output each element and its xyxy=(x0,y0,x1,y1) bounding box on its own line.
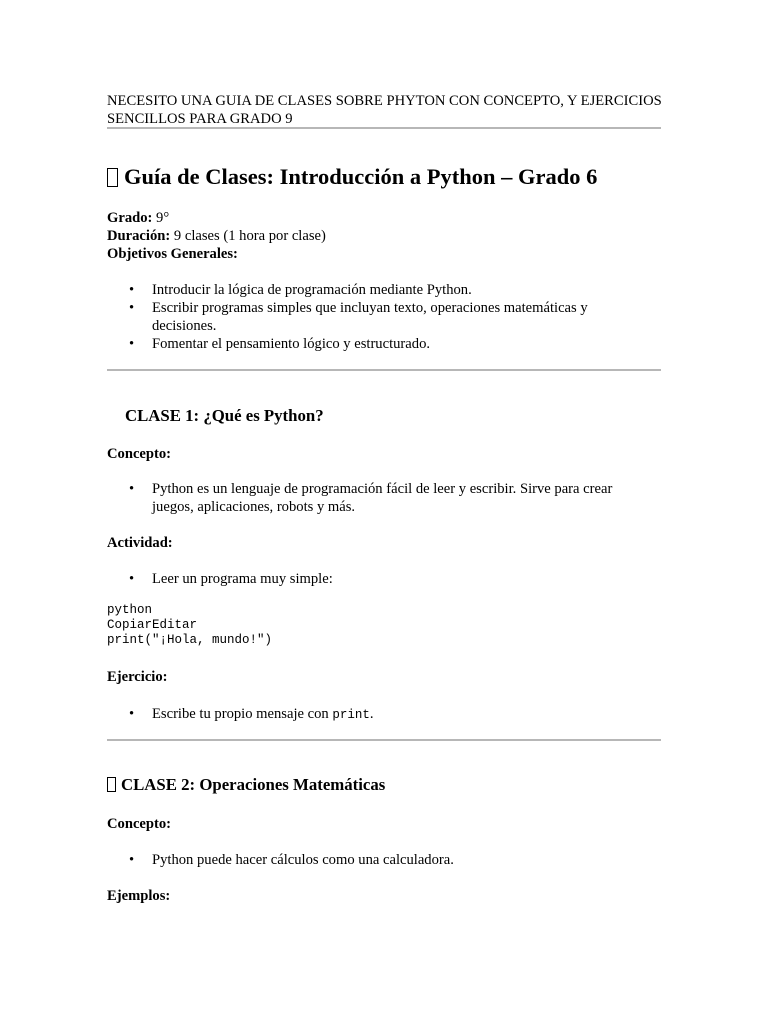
class2-title xyxy=(107,775,385,795)
class1-concept-list xyxy=(107,480,617,516)
list-item: • Introducir la lógica de programación mediante Python. xyxy=(107,281,617,299)
divider xyxy=(107,127,661,129)
code-line: print("¡Hola, mundo!") xyxy=(107,633,273,647)
divider xyxy=(107,739,661,741)
class1-activity-list xyxy=(107,570,617,588)
grade-label: Grado: xyxy=(107,210,153,226)
objectives-list xyxy=(107,281,617,353)
exercise-text: Escribe tu propio mensaje con xyxy=(152,706,333,722)
guide-title xyxy=(107,164,597,190)
grade-line xyxy=(107,209,169,227)
class2-concept-label: Concepto: xyxy=(107,816,172,832)
missing-glyph-icon xyxy=(107,168,118,187)
list-item: • Escribir programas simples que incluyan texto, operaciones matemáticas y decisiones. xyxy=(107,299,617,335)
list-item xyxy=(107,705,617,724)
class1-exercise-list xyxy=(107,705,617,724)
duration-line xyxy=(107,227,326,245)
code-block xyxy=(107,603,272,648)
objectives-label: Objetivos Generales: xyxy=(107,246,238,262)
missing-glyph-icon xyxy=(107,777,116,792)
list-item: • Python es un lenguaje de programación fácil de leer y escribir. Sirve para crear juegos, aplicaciones, robots y más. xyxy=(107,480,617,516)
class1-concept-label: Concepto: xyxy=(107,446,172,462)
class1-exercise-label: Ejercicio: xyxy=(107,669,168,685)
list-item: • Python puede hacer cálculos como una calculadora. xyxy=(107,851,617,869)
duration-label: Duración: xyxy=(107,228,171,244)
list-item: • Leer un programa muy simple: xyxy=(107,570,617,588)
exercise-text-end: . xyxy=(369,706,374,722)
duration-value: 9 clases (1 hora por clase) xyxy=(170,228,326,244)
list-item: • Fomentar el pensamiento lógico y estructurado. xyxy=(107,335,617,353)
grade-value: 9° xyxy=(152,210,170,226)
class1-activity-label: Actividad: xyxy=(107,535,173,551)
class2-examples-label: Ejemplos: xyxy=(107,888,171,904)
code-language-label: python xyxy=(107,603,153,617)
exercise-code: print xyxy=(332,708,370,722)
guide-title-text: Guía de Clases: Introducción a Python – Grado 6 xyxy=(124,164,598,189)
class2-concept-list xyxy=(107,851,617,869)
objectives-heading xyxy=(107,245,238,263)
divider xyxy=(107,369,661,371)
class2-title-text: CLASE 2: Operaciones Matemáticas xyxy=(121,775,386,794)
class1-title: CLASE 1: ¿Qué es Python? xyxy=(125,406,324,425)
request-text: NECESITO UNA GUIA DE CLASES SOBRE PHYTON CON CONCEPTO, Y EJERCICIOS SENCILLOS PARA GRADO 9 xyxy=(107,93,662,127)
copy-edit-link[interactable]: CopiarEditar xyxy=(107,618,198,632)
